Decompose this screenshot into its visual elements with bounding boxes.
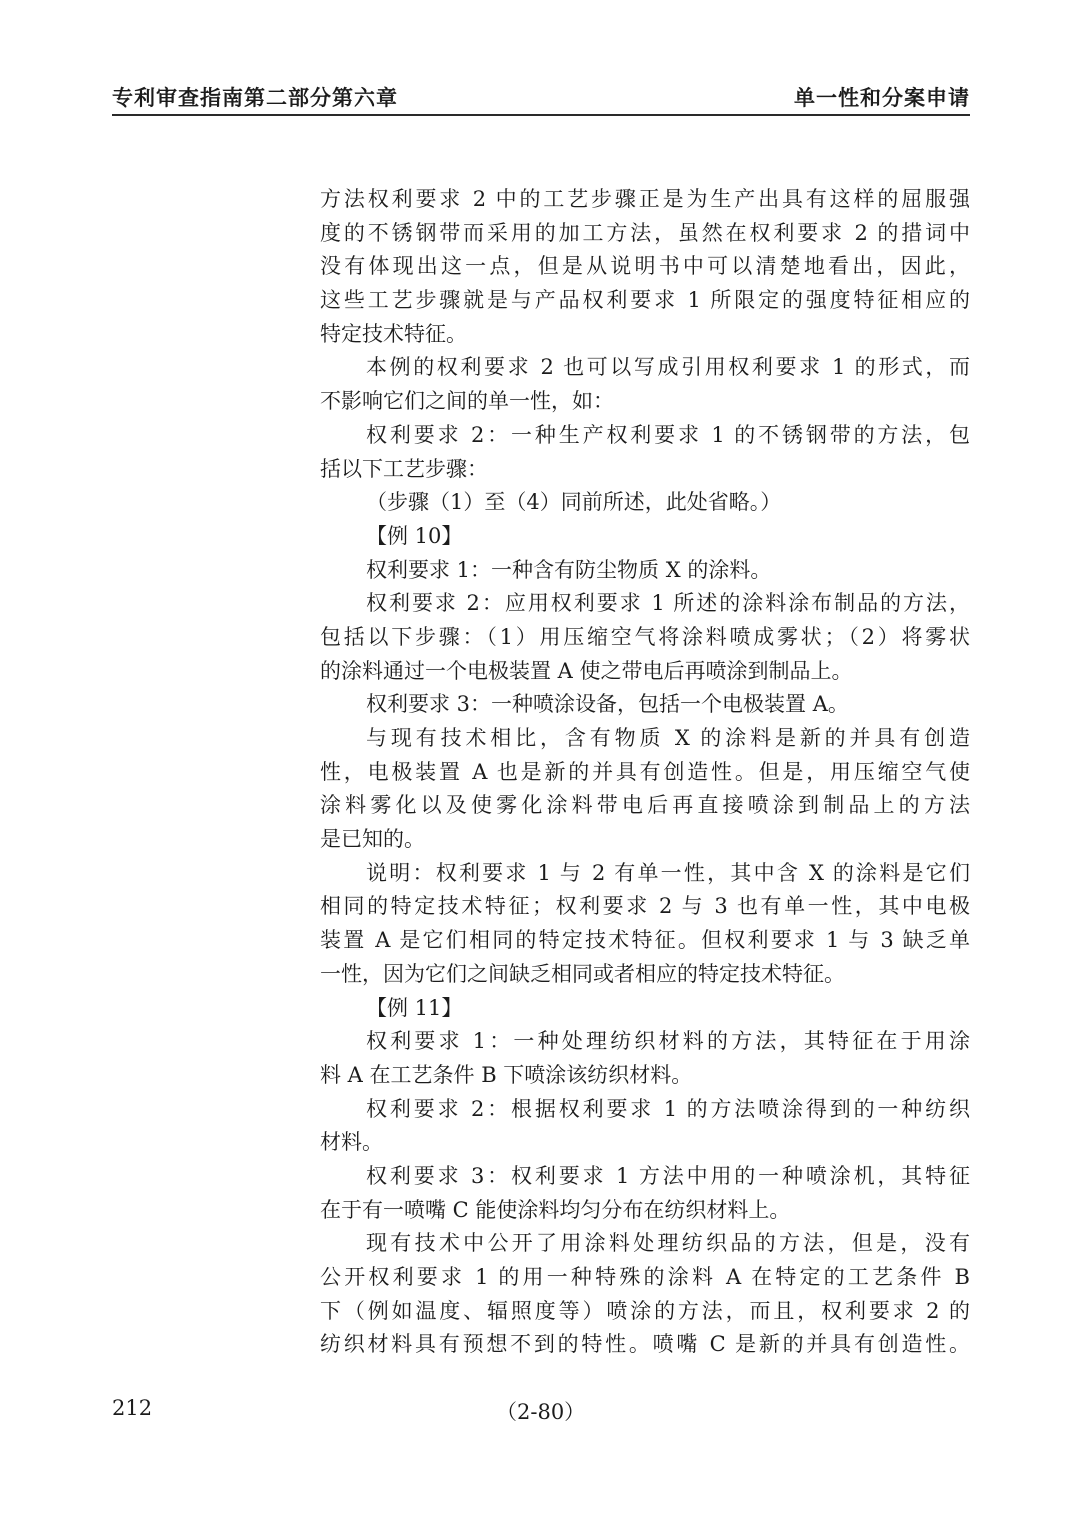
text-line: 的涂料通过一个电极装置 A 使之带电后再喷涂到制品上。 — [320, 658, 853, 683]
header-section-title: 单一性和分案申请 — [794, 85, 970, 110]
running-header — [112, 82, 970, 114]
text-line: 材料。 — [320, 1130, 383, 1155]
text-line: 料 A 在工艺条件 B 下喷涂该纺织材料。 — [320, 1062, 693, 1087]
text-line: 性，电极装置 A 也是新的并具有创造性。但是，用压缩空气使 — [320, 759, 970, 784]
text-line: 权利要求 1：一种处理纺织材料的方法，其特征在于用涂 — [366, 1029, 970, 1054]
header-rule — [112, 114, 970, 116]
text-line: 说明：权利要求 1 与 2 有单一性，其中含 X 的涂料是它们 — [366, 860, 970, 885]
text-line: 权利要求 3：权利要求 1 方法中用的一种喷涂机，其特征 — [366, 1163, 970, 1188]
body-text — [320, 183, 970, 1362]
text-line: 【例 11】 — [366, 995, 463, 1020]
text-line: 现有技术中公开了用涂料处理纺织品的方法，但是，没有 — [366, 1231, 970, 1256]
text-line: 权利要求 1：一种含有防尘物质 X 的涂料。 — [366, 557, 772, 582]
text-line: 权利要求 2：应用权利要求 1 所述的涂料涂布制品的方法， — [366, 591, 970, 616]
page-number: 212 — [112, 1396, 153, 1420]
text-line: 装置 A 是它们相同的特定技术特征。但权利要求 1 与 3 缺乏单 — [320, 928, 970, 953]
text-line: 这些工艺步骤就是与产品权利要求 1 所限定的强度特征相应的 — [320, 288, 970, 313]
text-line: 【例 10】 — [366, 523, 463, 548]
text-line: 度的不锈钢带而采用的加工方法，虽然在权利要求 2 的措词中 — [320, 220, 970, 245]
header-chapter-title: 专利审查指南第二部分第六章 — [112, 85, 398, 110]
text-line: 下（例如温度、辐照度等）喷涂的方法，而且，权利要求 2 的 — [320, 1298, 970, 1323]
text-line: （步骤（1）至（4）同前所述，此处省略。） — [366, 490, 782, 515]
text-line: 涂料雾化以及使雾化涂料带电后再直接喷涂到制品上的方法 — [320, 793, 970, 818]
text-line: 一性，因为它们之间缺乏相同或者相应的特定技术特征。 — [320, 961, 845, 986]
text-line: 在于有一喷嘴 C 能使涂料均匀分布在纺织材料上。 — [320, 1197, 791, 1222]
text-line: 不影响它们之间的单一性，如： — [320, 389, 614, 414]
text-line: 是已知的。 — [320, 827, 425, 852]
text-line: 括以下工艺步骤： — [320, 456, 488, 481]
text-line: 没有体现出这一点，但是从说明书中可以清楚地看出，因此， — [320, 254, 970, 279]
text-line: 特定技术特征。 — [320, 321, 467, 346]
text-line: 方法权利要求 2 中的工艺步骤正是为生产出具有这样的屈服强 — [320, 187, 970, 211]
text-line: 包括以下步骤：（1）用压缩空气将涂料喷成雾状；（2）将雾状 — [320, 624, 970, 649]
text-line: 权利要求 3：一种喷涂设备，包括一个电极装置 A。 — [366, 692, 849, 717]
text-line: 纺织材料具有预想不到的特性。喷嘴 C 是新的并具有创造性。 — [320, 1332, 970, 1357]
text-line: 与现有技术相比，含有物质 X 的涂料是新的并具有创造 — [366, 726, 970, 750]
text-line: 权利要求 2：一种生产权利要求 1 的不锈钢带的方法，包 — [366, 422, 970, 447]
text-line: 公开权利要求 1 的用一种特殊的涂料 A 在特定的工艺条件 B — [320, 1265, 970, 1289]
text-line: 权利要求 2：根据权利要求 1 的方法喷涂得到的一种纺织 — [366, 1096, 970, 1121]
text-line: 相同的特定技术特征；权利要求 2 与 3 也有单一性，其中电极 — [320, 894, 970, 919]
section-page-reference: （2-80） — [496, 1400, 586, 1424]
text-line: 本例的权利要求 2 也可以写成引用权利要求 1 的形式，而 — [366, 355, 970, 380]
